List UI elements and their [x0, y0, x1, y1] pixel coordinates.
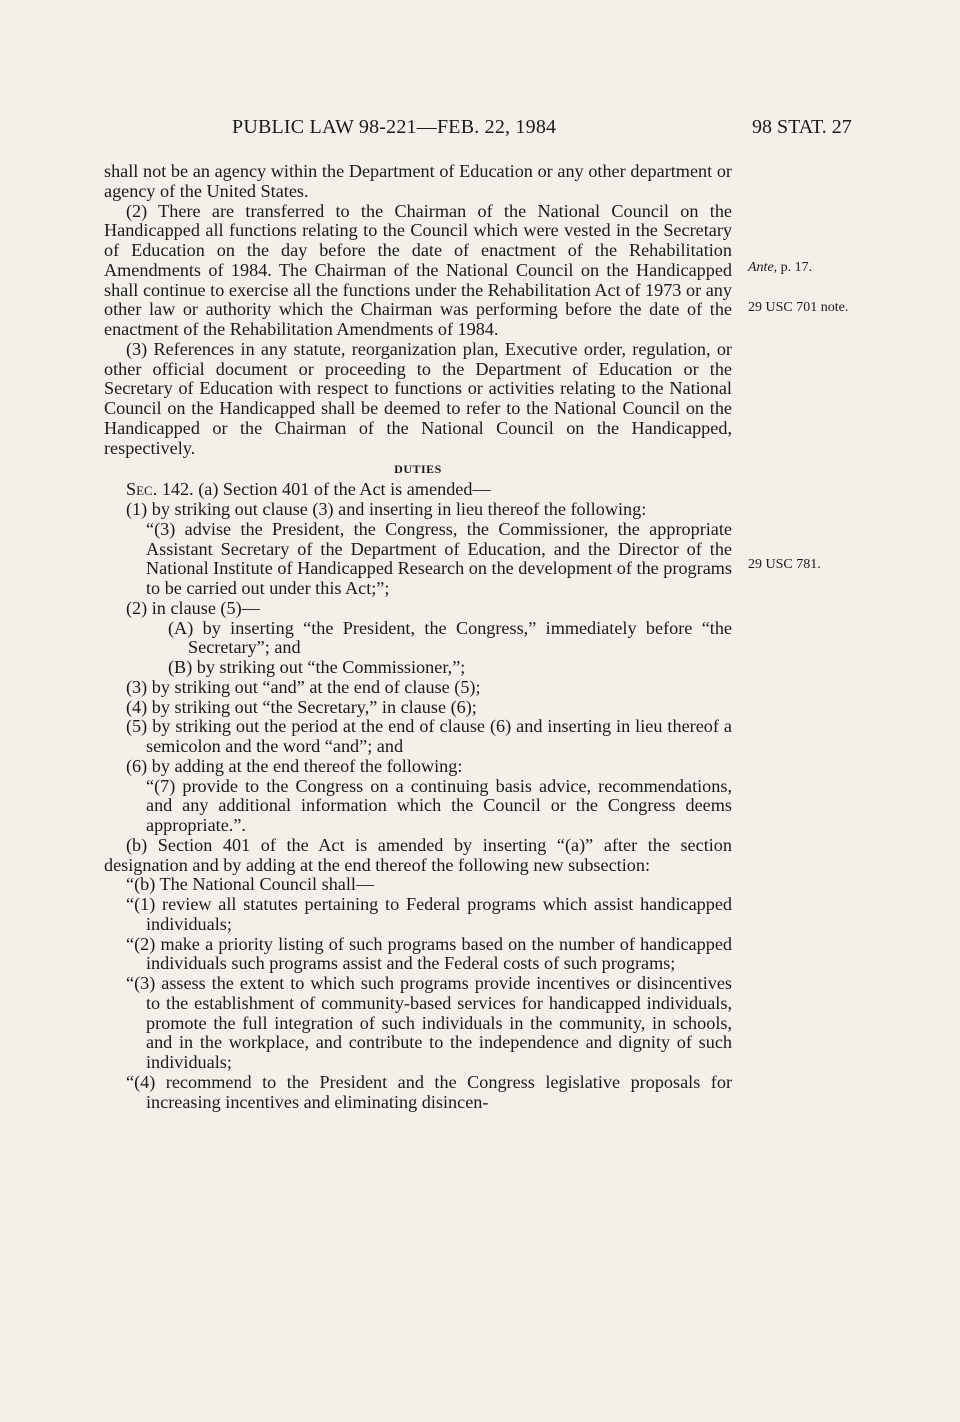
amendment-5: (5) by striking out the period at the end of clause (6) and inserting in lieu thereof a semicolon and the word “and”; and [126, 716, 732, 756]
amendment-6: (6) by adding at the end thereof the following: [126, 755, 463, 776]
margin-note-29-usc-781: 29 USC 781. [748, 557, 821, 572]
amendment-2B: (B) by striking out “the Commissioner,”; [168, 657, 466, 677]
subsection-b: (b) Section 401 of the Act is amended by inserting “(a)” after the section designation and by adding at the end thereof the following new subsection: [104, 834, 732, 875]
margin-note-ante-label: Ante, [748, 260, 778, 275]
statute-page-number: 98 STAT. 27 [752, 116, 852, 138]
subsection-b-2: “(2) make a priority listing of such programs based on the number of handicapped individuals such programs assist and the Federal costs of such programs; [126, 933, 732, 974]
subsection-b-1: “(1) review all statutes pertaining to Federal programs which assist handicapped individuals; [126, 894, 732, 934]
section-142-text: 142. (a) Section 401 of the Act is amended— [157, 479, 491, 500]
amendment-6-quote: “(7) provide to the Congress on a continuing basis advice, recommendations, and any additional information which the Council or the Congress deems appropriate.”. [146, 775, 732, 835]
margin-note-ante-page: p. 17. [780, 260, 813, 275]
page-header [0, 116, 960, 144]
amendment-1-quote: “(3) advise the President, the Congress, the Commissioner, the appropriate Assistant Secretary of the Department of Education, and the Director of the National Institute of Handicapped Research on the development of the programs to be carried out under this Act;”; [146, 518, 732, 598]
margin-note-ante [748, 260, 812, 276]
statute-body [104, 162, 732, 1112]
amendment-2: (2) in clause (5)— [126, 597, 260, 618]
margin-note-29-usc-701: 29 USC 701 note. [748, 300, 849, 315]
amendment-2A: (A) by inserting “the President, the Congress,” immediately before “the Secretary”; and [168, 617, 732, 658]
section-label: Sec. [126, 479, 158, 500]
subsection-b-heading: “(b) The National Council shall— [126, 874, 375, 895]
amendment-3: (3) by striking out “and” at the end of clause (5); [126, 676, 481, 697]
section-142-intro [104, 480, 732, 500]
section-heading-duties: DUTIES [394, 462, 442, 477]
running-title: PUBLIC LAW 98-221—FEB. 22, 1984 [232, 116, 557, 138]
paragraph-3: (3) References in any statute, reorganization plan, Executive order, regulation, or other official document or proceeding to the Department of Education or the Secretary of Education with respect to functions or activities relating to the National Council on the Handicapped shall be deemed to refer to the National Council on the Handicapped or the Chairman of the National Council on the Handicapped, respectively. [104, 338, 732, 458]
amendment-4: (4) by striking out “the Secretary,” in clause (6); [126, 696, 477, 717]
subsection-b-4: “(4) recommend to the President and the Congress legislative proposals for increasing incentives and eliminating disincen- [126, 1071, 732, 1112]
subsection-b-3: “(3) assess the extent to which such programs provide incentives or disincentives to the establishment of community-based services for handicapped individuals, promote the full integration of such individuals in the community, in schools, and in the workplace, and contribute to the independence and dignity of such individuals; [126, 973, 732, 1072]
paragraph-continuation: shall not be an agency within the Department of Education or any other department or agency of the United States. [104, 161, 732, 201]
paragraph-2: (2) There are transferred to the Chairman of the National Council on the Handicapped all functions relating to the Council which were vested in the Secretary of Education on the day before the date of enactment of the Rehabilitation Amendments of 1984. The Chairman of the National Council on the Handicapped shall continue to exercise all the functions under the Rehabilitation Act of 1973 or any other law or authority which the Chairman was performing before the date of the enactment of the Rehabilitation Amendments of 1984. [104, 200, 732, 339]
amendment-1: (1) by striking out clause (3) and inserting in lieu thereof the following: [126, 499, 647, 519]
